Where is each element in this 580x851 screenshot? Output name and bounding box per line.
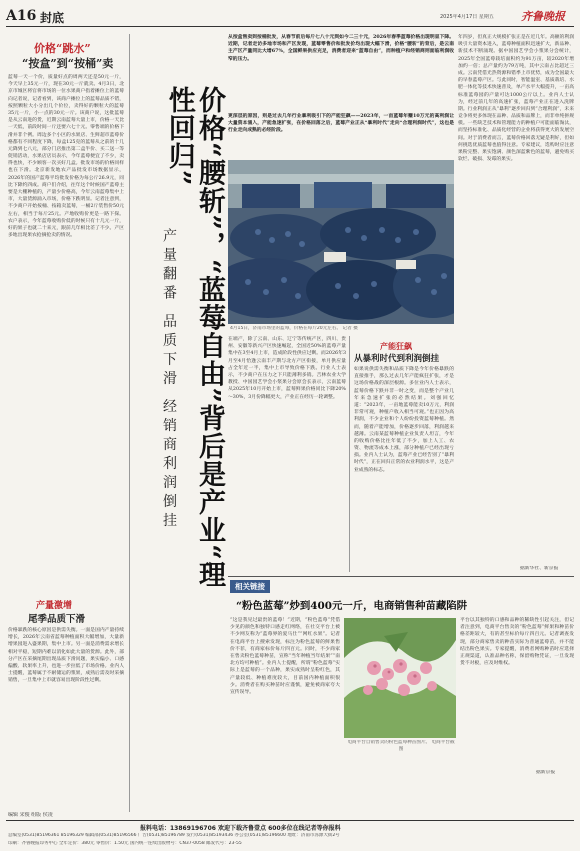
pink-photo-caption: 电商平台自销售卖的粉色蓝莓种苗图片。 电商平台截图 [347,740,455,752]
related-byline: 据新京报 [536,770,556,775]
left-subhead-2: 尾季品质下滑 [28,614,86,625]
left-subtitle: “按盒”到“按桶”卖 [22,57,114,70]
footer-rule [6,820,574,821]
related-tag: 相关链接 [230,580,270,593]
page-number: A16 [6,8,37,24]
footer-line-2: 总编室(0531)85196361 85196329 编辑部(0531)85196566 广告(0531)85196789 发行(0531)85193436 办公室(0531)85196600 地址：济南市泺源大街2号 [8,833,340,838]
issue-date: 2025年4月17日 星期五 [440,14,494,20]
related-body-right: 平台以其独特的口感和品种的稀缺性引起关注，但记者注意到，电商平台售卖的“粉色蓝莓”鲜果和种苗价格差距较大，有的甚至标价每斤四百元。记者调查发现，部分商家售卖的种苗实际为普通蓝莓苗，并不能结出粉色果实。专家提醒，消费者网购种苗时应选择正规渠道，认准品种名称，保留购物凭证，一旦发现货不对板，应及时维权。 [460,618,574,667]
left-body-2: 价格暴跌的核心原因是供需失衡。一面是国内产量持续增长，2026年云南省蓝莓种植面积大幅增加，大量新增果园进入盛果期，集中上市。另一面是消费需求增长相对平稳，短期内难以消化如此大量的货源。此外，部分产区在采摘尾期出现品质下滑问题，果实偏小、口感偏酸、软果率上升，也进一步拉低了市场价格。业内人士提醒，蓝莓属于不耐储运的浆果，成熟后需及时采摘销售，一旦集中上市就容易出现阶段性过剩。 [8,628,124,684]
footer-line-1: 报料电话：13869196706 欢迎下载齐鲁壹点 600多位在线记者等你报料 [140,825,341,832]
pink-blueberry-photo [344,618,456,738]
middle-body: 在端产，除了云南、山东、辽宁等传统产区，四川、贵州、安徽等新兴产区快速崛起，全国近50%的蓝莓产量集中在3至4月上市，造成阶段性供应过剩。而2026年3月至4月恰逢云南丰产期与北方产区衔接，单月供应量占全年近一半，集中上市导致价格下跌。行业人士表示，不少商户在压力之下只能薄利多销。吉林农业大学教授、中国园艺学会小浆果分会原会长表示，云南蓝莓从2025年10月开始上市，蓝莓鲜果价格同比下降20%～30%，3月份降幅更大，产业正在经历一轮调整。 [228,337,346,400]
left-column-divider [129,34,130,812]
left-subhead-1: 产量激增 [36,601,73,611]
right-mid-subhead-2: 从暴利时代到利润倒挂 [354,354,440,364]
left-title: 价格“跳水” [34,42,91,55]
left-body: 蓝莓一天一个价，质量好点的周两天还是50元一斤，今天早上35元一斤，现在30元一斤就卖。4月3日，北京市城区将官将市场的一位水果商户指着摊位上的蓝莓向记者说，记者看到，该商户摊位上的蓝莓品质不错，按照颗粒大小分出几个价位，卖得好的颗粒大的蓝莓35元一斤，小一点的30元一斤。该商户说，这批蓝莓是从云南进的货，近期云南蓝莓大量上市，价格一天比一天低，前段时间一斤还要六七十元。零售端的价格下滑并非个例。周边多个小区的水果店、生鲜超市蓝莓价格都有不同程度下降，每盒125克的蓝莓从之前的十几元降到七八元，部分门店推出第二盒半价、买二送一等促销活动，水果店店员表示，今年蓝莓便宜了不少，卖得也快，不少顾客一次买好几盒。批发市场的价格同样也在下滑。北京新发地农产品批发市场数据显示，2026年的国产蓝莓平均批发价格为每公斤26.9元，同比下降约四成。商户们介绍，往年这个时候国产蓝莓主要是大棚种植的，产量少价格高，今年云南蓝莓集中上市，大量货源涌入市场，价格下跌明显。记者注意到，不少商户开始按桶、按箱卖蓝莓，一桶2斤装售价50元左右，相当于每斤25元。产地收购价更是一路下探。农户表示，今年蓝莓收购价低的时候只有十几元一斤，好的果子也就二十来元，跟前几年相比差了不少。产区多地出现果农抢摘抢卖的情况。 [8,75,124,239]
middle-column-divider [349,336,350,572]
related-title: “粉色蓝莓”炒到400元一斤，电商销售种苗藏陷阱 [236,600,468,612]
lead-paragraph-1: 从按盒售卖到按桶批发，从春节前后每斤七八十元到如今二三十元，2026年春季蓝莓价格出现明显下降。近期，记者走访多地市场和产区发现，蓝莓零售价和批发价均出现大幅下滑，价格“腰斩”的背后，是云南主产区产量同比大增67%，全国鲜果供应充足，消费者迎来“蓝莓自由”，而种植户和经销商则面临利润收窄的压力。 [228,34,454,62]
related-body: “这是我见过最贵的蓝莓！”近期，“粉色蓝莓”凭借少见的颜色和独特口感走红网络，在社交平台上被不少网友称为“蓝莓界的爱马仕”“网红水果”。记者在电商平台上搜索发现，标注为粉色蓝莓的鲜果售价不菲，有商家标价每斤四百元。同时，不少商家在售卖粉色蓝莓种苗，宣称“当年种植当年结果”“南北方均可种植”。业内人士提醒，所谓“粉色蓝莓”实际上是蓝莓的一个品种，果实成熟时呈粉红色，其产量较低、种植难度较大，目前国内种植面积很少。消费者在购买种苗时应谨慎，避免被商家夸大宣传误导。 [230,618,340,695]
right-top-body: 年四岁，但真正大规模扩张正是在近几年。高额的利润吸引大量资本进入，蓝莓种植面积迅速扩大，新品种、新技术不断涌现。据中国园艺学会小浆果分会统计，2025年全国蓝莓栽培面积约为91万亩，较2020年增加约一倍；总产量约为79万吨，其中云南占比超过三成。云南凭借光热资源和错季上市优势，成为全国最大的早春蓝莓产区。与此同时，智能温室、基质栽培、水肥一体化等技术快速普及，单产水平大幅提升，一亩高标准蓝莓园的产量可达1000公斤以上。业内人士认为，经过前几年的高速扩张，蓝莓产业正在进入洗牌期。行业利润正从“暴利”逐步回归到“合理利润”，未来竞争将更多体现在品种、品质和品牌上，而非单纯拼规模。一些缺乏技术和管理能力的种植户可能面临淘汰，而坚持标准化、品质化经营的企业将获得更大的发展空间。对于消费者而言，蓝莓价格回落无疑是利好，但如何挑选优质蓝莓也值得注意。专家建议，选购时应注意果粉完整、果实饱满、颜色深蓝紫色的蓝莓，避免购买软烂、破损、发霉的果实。 [458,35,574,163]
blueberry-market-photo [228,160,454,324]
section-name: 封底 [40,11,65,25]
editors-credit: 编辑 宋俊 组版 侯凌 [8,812,53,818]
right-top-byline: 据新华社、新京报 [520,566,559,571]
footer-line-3: 印刷：齐鲁晚报印务中心 全年定价：380元 零售价：1.50元 国内统一连续出版物号：CN37-0058 邮发代号：23-55 [8,841,242,846]
lead-paragraph-2: 更深层的原因，则是过去几年行业暴利吸引下的产能狂飙——2023年，一亩蓝莓年赚10万元的高利润让大量资本涌入，产能急速扩张，在价格回落之后，蓝莓产业正从“暴利时代”走向“合理利润时代”，这也是行业走向成熟的必经阶段。 [228,113,454,134]
blueberry-photo-image [228,160,454,324]
paper-logo: 齐鲁晚报 [521,10,565,23]
right-mid-subhead-1: 产能狂飙 [380,341,412,351]
pink-blueberry-image [344,618,456,738]
header-rule [6,26,574,27]
related-top-rule [228,576,574,577]
right-mid-body: 如果说供需失衡和品质下降是今年价格暴跌的直接推手，那么过去几年产能疯狂扩张，才是这场价格战的深层根源。多位业内人士表示，蓝莓价格下跌并非一时之变，而是整个产业几年来急速扩张的必然结果。刘强回忆道：“2023年，一亩地蓝莓能卖10万元，利润非常可观，种植户收入相当可观。”也正因为高利润，不少企业和个人纷纷投资蓝莓种植。然而，随着产能增加，价格逐步回落，利润越来越薄。云南某蓝莓种植企业负责人坦言，今年的收购价格比往年低了不少，加上人工、农资、物流等成本上涨，部分种植户已经出现亏损。业内人士认为，蓝莓产业已经告别了“暴利时代”，正在回归正常的农业利润水平，这是产业成熟的标志。 [354,367,454,473]
main-headline: 价格“腰斩”，“蓝莓自由”背后是产业“理性回归” [163,86,225,589]
main-photo-caption: 4月15日，济南市场里的蓝莓，价格在每斤20元左右。 记者 摄 [230,326,358,331]
headline-deck: 产量翻番 品质下滑 经销商利润倒挂 [161,228,177,532]
